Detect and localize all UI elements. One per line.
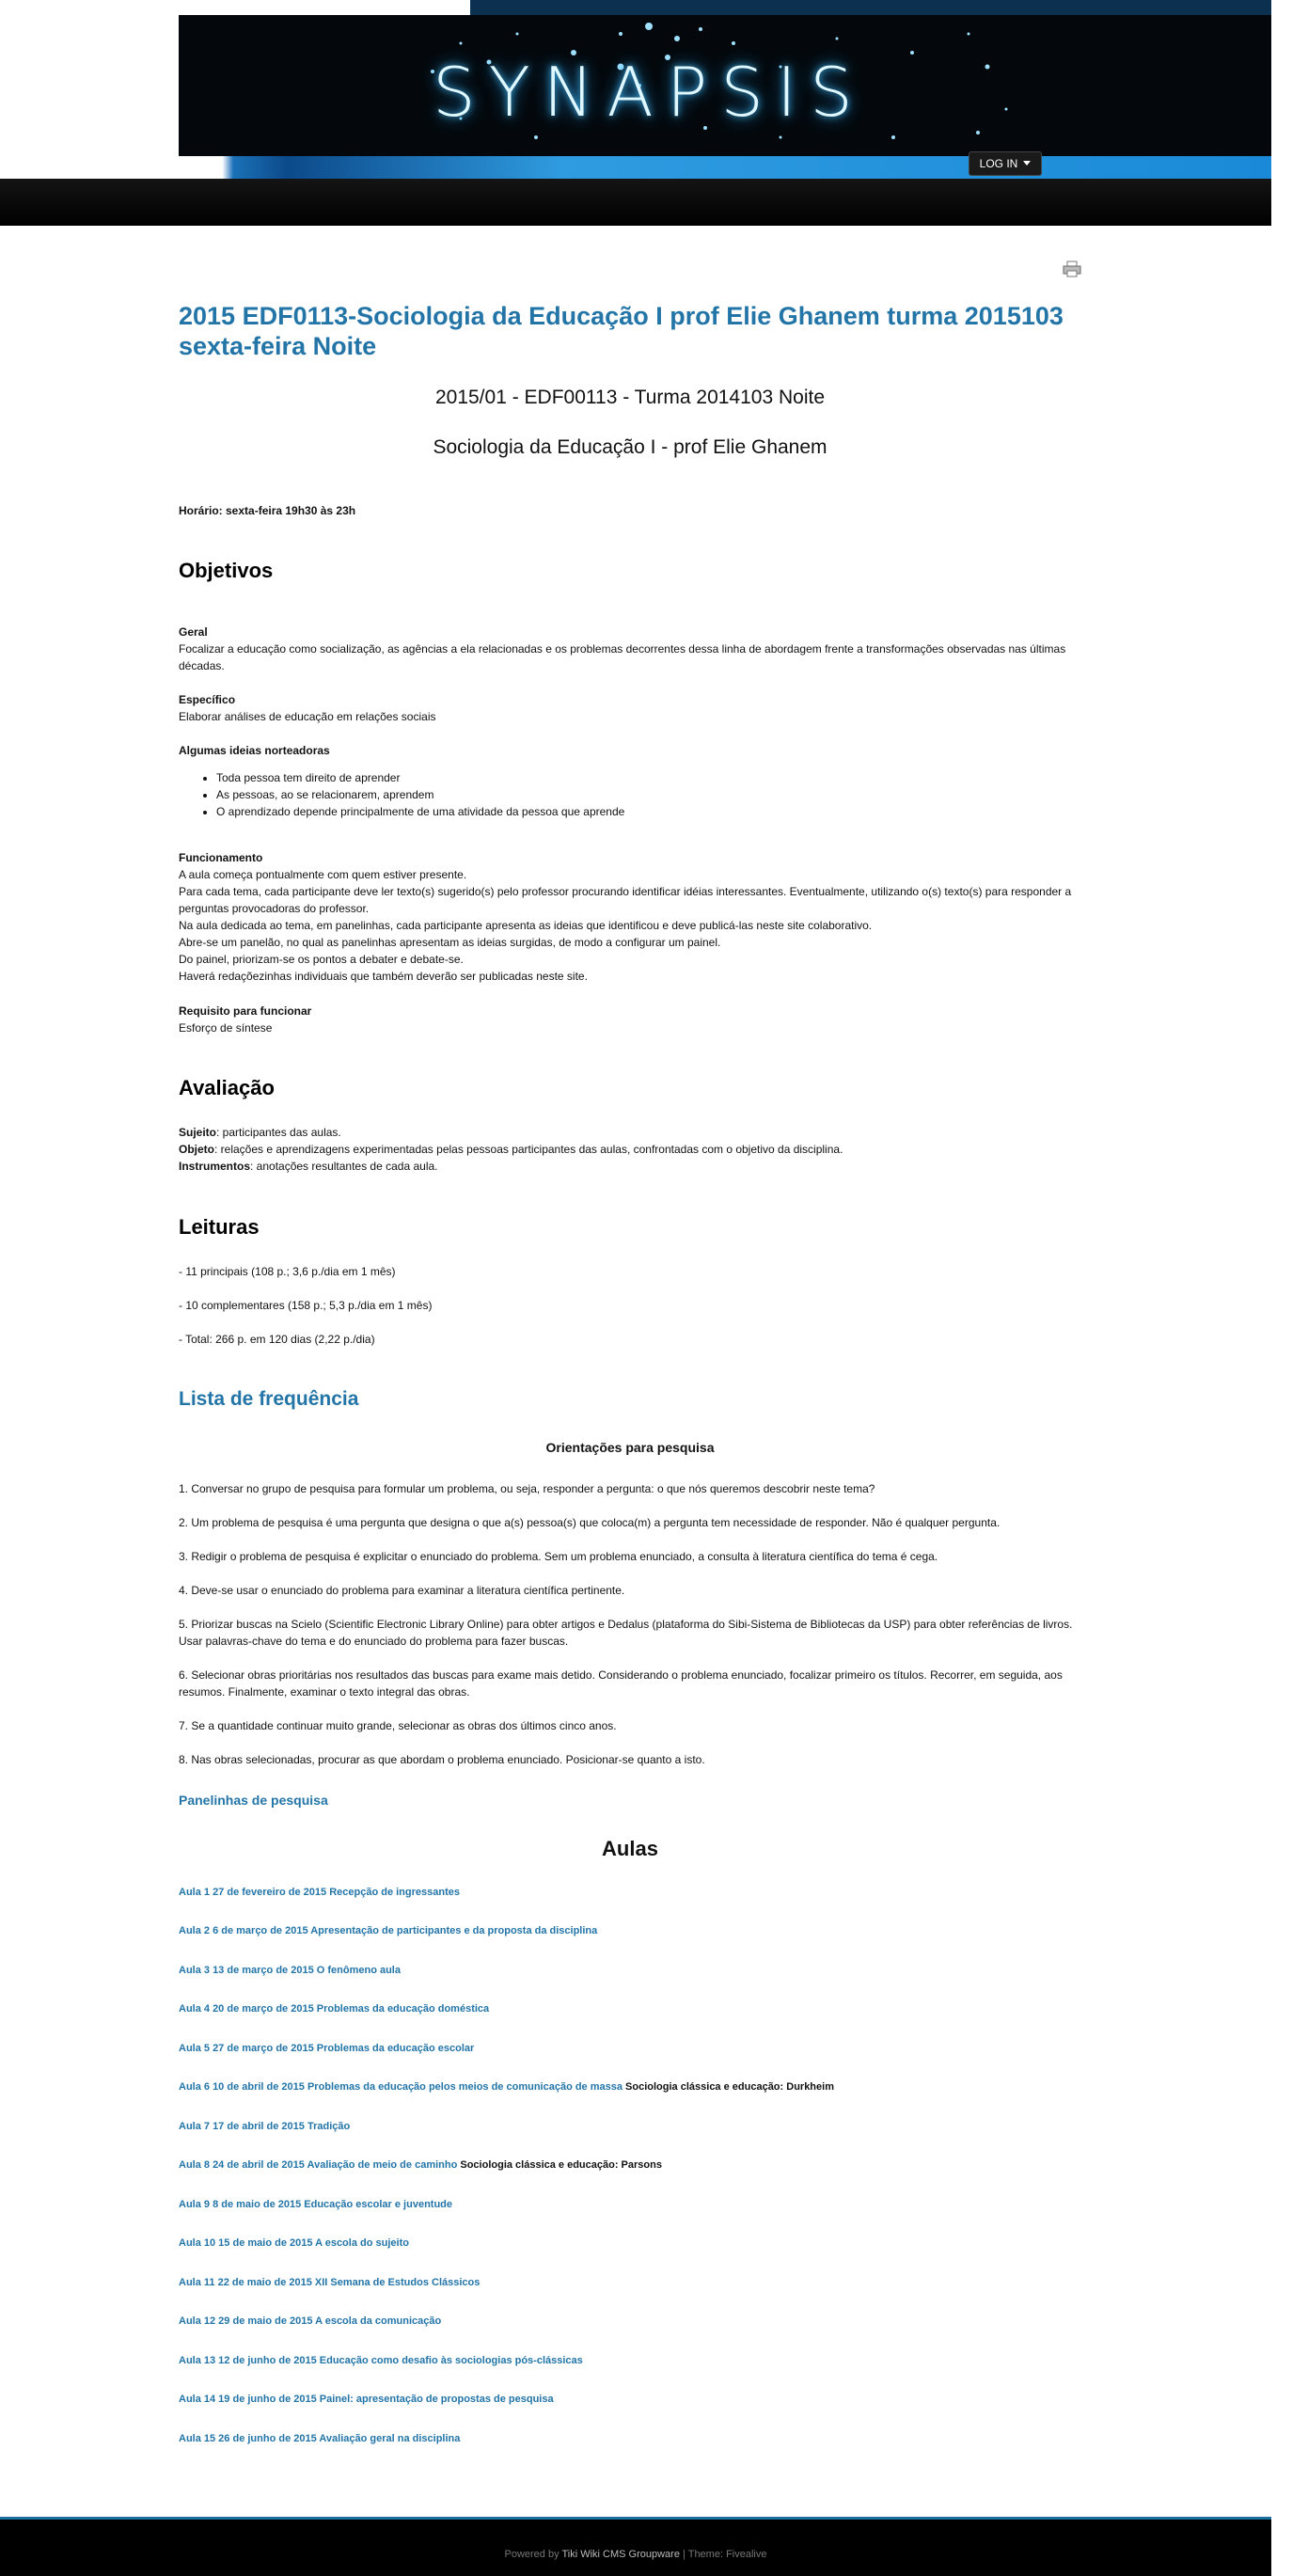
requisito-text: Esforço de síntese <box>179 1021 273 1035</box>
instrumentos-value: : anotações resultantes de cada aula. <box>250 1160 438 1173</box>
orientacao-item: 3. Redigir o problema de pesquisa é explicitar o enunciado do problema. Sem um problema enunciado, a consulta à literatura científica do tema é cega. <box>179 1550 938 1563</box>
aula-link[interactable]: Aula 2 6 de março de 2015 Apresentação de participantes e da proposta da disciplina <box>179 1925 598 1936</box>
leitura-item: - 10 complementares (158 p.; 5,3 p./dia em 1 mês) <box>179 1299 433 1312</box>
list-item <box>179 2237 409 2249</box>
orientacao-item: 1. Conversar no grupo de pesquisa para formular um problema, ou seja, responder a pergunta: o que nós queremos descobrir neste tema? <box>179 1482 875 1495</box>
objeto-label: Objeto <box>179 1143 214 1156</box>
page-title: 2015 EDF0113-Sociologia da Educação I prof Elie Ghanem turma 2015103 sexta-feira Noite <box>179 302 1064 360</box>
list-item: • As pessoas, ao se relacionarem, aprendem <box>216 786 624 803</box>
leitura-item: - 11 principais (108 p.; 3,6 p./dia em 1 mês) <box>179 1265 396 1278</box>
orientacao-item: 7. Se a quantidade continuar muito grande, selecionar as obras dos últimos cinco anos. <box>179 1719 617 1732</box>
list-item <box>179 1887 460 1898</box>
list-item <box>179 2159 662 2171</box>
nav-bar <box>0 179 1271 226</box>
site-banner <box>179 15 1271 156</box>
login-button[interactable] <box>969 151 1042 176</box>
list-item <box>179 1925 597 1936</box>
list-item <box>179 2199 452 2210</box>
avaliacao-heading: Avaliação <box>179 1076 275 1099</box>
orientacao-item: 6. Selecionar obras prioritárias nos resultados das buscas para exame mais detido. Considerando o problema enunciado, focalizar primeiro os títulos. Recorrer, em seguida, aos resumos. Finalmente, examinar o texto integral das obras. <box>179 1668 1063 1699</box>
course-code-heading: 2015/01 - EDF00113 - Turma 2014103 Noite <box>434 387 826 408</box>
login-label: LOG IN <box>979 157 1018 170</box>
aula-link[interactable]: Aula 3 13 de março de 2015 O fenômeno aula <box>179 1965 401 1976</box>
objeto-value: : relações e aprendizagens experimentadas pelas pessoas participantes das aulas, confrontadas com o objetivo da disciplina. <box>214 1143 843 1156</box>
list-item <box>179 1965 401 1976</box>
instrumentos-label: Instrumentos <box>179 1160 251 1173</box>
footer-theme-name: Fivealive <box>726 2549 767 2560</box>
aula-link[interactable]: Aula 4 20 de março de 2015 Problemas da educação doméstica <box>179 2003 490 2015</box>
sujeito-label: Sujeito <box>179 1126 217 1139</box>
lista-frequencia-link[interactable]: Lista de frequência <box>179 1388 359 1410</box>
aula-link[interactable]: Aula 13 12 de junho de 2015 Educação como desafio às sociologias pós-clássicas <box>179 2355 583 2366</box>
sujeito-value: : participantes das aulas. <box>216 1126 341 1139</box>
funcionamento-line: Abre-se um panelão, no qual as panelinhas apresentam as ideias surgidas, de modo a configurar um painel. <box>179 936 721 949</box>
especifico-label: Específico <box>179 693 236 706</box>
ideias-label: Algumas ideias norteadoras <box>179 744 330 757</box>
leituras-heading: Leituras <box>179 1215 260 1239</box>
list-item <box>179 2355 583 2366</box>
aula-link[interactable]: Aula 12 29 de maio de 2015 A escola da comunicação <box>179 2315 442 2327</box>
list-item <box>179 2277 480 2288</box>
leitura-item: - Total: 266 p. em 120 dias (2,22 p./dia) <box>179 1333 375 1346</box>
objetivos-heading: Objetivos <box>179 559 274 582</box>
footer-credits <box>0 2549 1271 2560</box>
footer <box>0 2517 1271 2576</box>
list-item <box>179 2433 460 2444</box>
list-item <box>179 2315 441 2327</box>
funcionamento-line: Para cada tema, cada participante deve ler texto(s) sugerido(s) pelo professor procurando identificar idéias interessantes. Eventualmente, utilizando o(s) texto(s) para responder a perguntas provocadoras do professor. <box>179 885 1072 915</box>
aula-link[interactable]: Aula 9 8 de maio de 2015 Educação escolar e juventude <box>179 2199 453 2210</box>
print-icon[interactable] <box>1063 261 1081 277</box>
aula-link[interactable]: Aula 14 19 de junho de 2015 Painel: apresentação de propostas de pesquisa <box>179 2394 554 2405</box>
funcionamento-text <box>179 866 1081 985</box>
schedule-text: Horário: sexta-feira 19h30 às 23h <box>179 504 356 517</box>
aula-extra: Sociologia clássica e educação: Durkheim <box>622 2081 834 2093</box>
chevron-down-icon <box>1023 161 1031 166</box>
objeto-text <box>179 1141 1081 1158</box>
aula-link[interactable]: Aula 7 17 de abril de 2015 Tradição <box>179 2121 351 2132</box>
aula-link[interactable]: Aula 6 10 de abril de 2015 Problemas da educação pelos meios de comunicação de massa <box>179 2081 622 2093</box>
aula-extra: Sociologia clássica e educação: Parsons <box>457 2159 662 2171</box>
course-name-heading: Sociologia da Educação I - prof Elie Ghanem <box>433 436 827 458</box>
requisito-label: Requisito para funcionar <box>179 1004 312 1018</box>
list-item: • O aprendizado depende principalmente de uma atividade da pessoa que aprende <box>216 803 624 820</box>
funcionamento-line: Haverá redaçõezinhas individuais que também deverão ser publicadas neste site. <box>179 970 588 983</box>
header-top-stripe <box>470 0 1271 15</box>
instrumentos-text <box>179 1158 1081 1175</box>
aula-link[interactable]: Aula 8 24 de abril de 2015 Avaliação de meio de caminho <box>179 2159 458 2171</box>
tiki-cms-link[interactable]: Tiki Wiki CMS Groupware <box>561 2549 680 2560</box>
list-item <box>179 2081 834 2093</box>
list-item <box>179 2043 474 2054</box>
geral-label: Geral <box>179 625 208 639</box>
aula-link[interactable]: Aula 15 26 de junho de 2015 Avaliação geral na disciplina <box>179 2433 461 2444</box>
aulas-heading: Aulas <box>602 1837 658 1860</box>
sujeito-text <box>179 1124 1081 1141</box>
ideias-list <box>179 769 624 820</box>
list-item <box>179 2003 489 2015</box>
funcionamento-line: A aula começa pontualmente com quem estiver presente. <box>179 868 467 881</box>
geral-text: Focalizar a educação como socialização, as agências a ela relacionadas e os problemas decorrentes dessa linha de abordagem frente a transformações observadas nas últimas décadas. <box>179 642 1066 672</box>
orientacoes-heading: Orientações para pesquisa <box>545 1440 715 1455</box>
list-item <box>179 2121 350 2132</box>
footer-powered-text: Powered by <box>504 2549 562 2560</box>
list-item: • Toda pessoa tem direito de aprender <box>216 769 624 786</box>
especifico-text: Elaborar análises de educação em relações sociais <box>179 710 436 723</box>
panelinhas-link[interactable]: Panelinhas de pesquisa <box>179 1793 328 1808</box>
aula-link[interactable]: Aula 11 22 de maio de 2015 XII Semana de Estudos Clássicos <box>179 2277 481 2288</box>
header-blue-band <box>179 156 1271 179</box>
orientacao-item: 8. Nas obras selecionadas, procurar as que abordam o problema enunciado. Posicionar-se quanto a isto. <box>179 1753 705 1766</box>
aula-link[interactable]: Aula 10 15 de maio de 2015 A escola do sujeito <box>179 2237 409 2249</box>
footer-separator: | Theme: <box>679 2549 727 2560</box>
aula-link[interactable]: Aula 5 27 de março de 2015 Problemas da educação escolar <box>179 2043 475 2054</box>
orientacao-item: 5. Priorizar buscas na Scielo (Scientific Electronic Library Online) para obter artigos e Dedalus (plataforma do Sibi-Sistema de Bibliotecas da USP) para obter referências de livros. Usar palavras-chave do tema e do enunciado do problema para fazer buscas. <box>179 1618 1073 1648</box>
aula-link[interactable]: Aula 1 27 de fevereiro de 2015 Recepção de ingressantes <box>179 1887 460 1898</box>
orientacao-item: 2. Um problema de pesquisa é uma pergunta que designa o que a(s) pessoa(s) que coloca(m) a pergunta tem necessidade de responder. Não é qualquer pergunta. <box>179 1516 1001 1529</box>
funcionamento-line: Do painel, priorizam-se os pontos a debater e debate-se. <box>179 953 464 966</box>
funcionamento-label: Funcionamento <box>179 851 263 864</box>
site-logo: SYNAPSIS <box>433 53 866 132</box>
orientacao-item: 4. Deve-se usar o enunciado do problema para examinar a literatura científica pertinente. <box>179 1584 625 1597</box>
list-item <box>179 2394 554 2405</box>
funcionamento-line: Na aula dedicada ao tema, em panelinhas, cada participante apresenta as ideias que identificou e deve publicá-las neste site colaborativo. <box>179 919 873 932</box>
